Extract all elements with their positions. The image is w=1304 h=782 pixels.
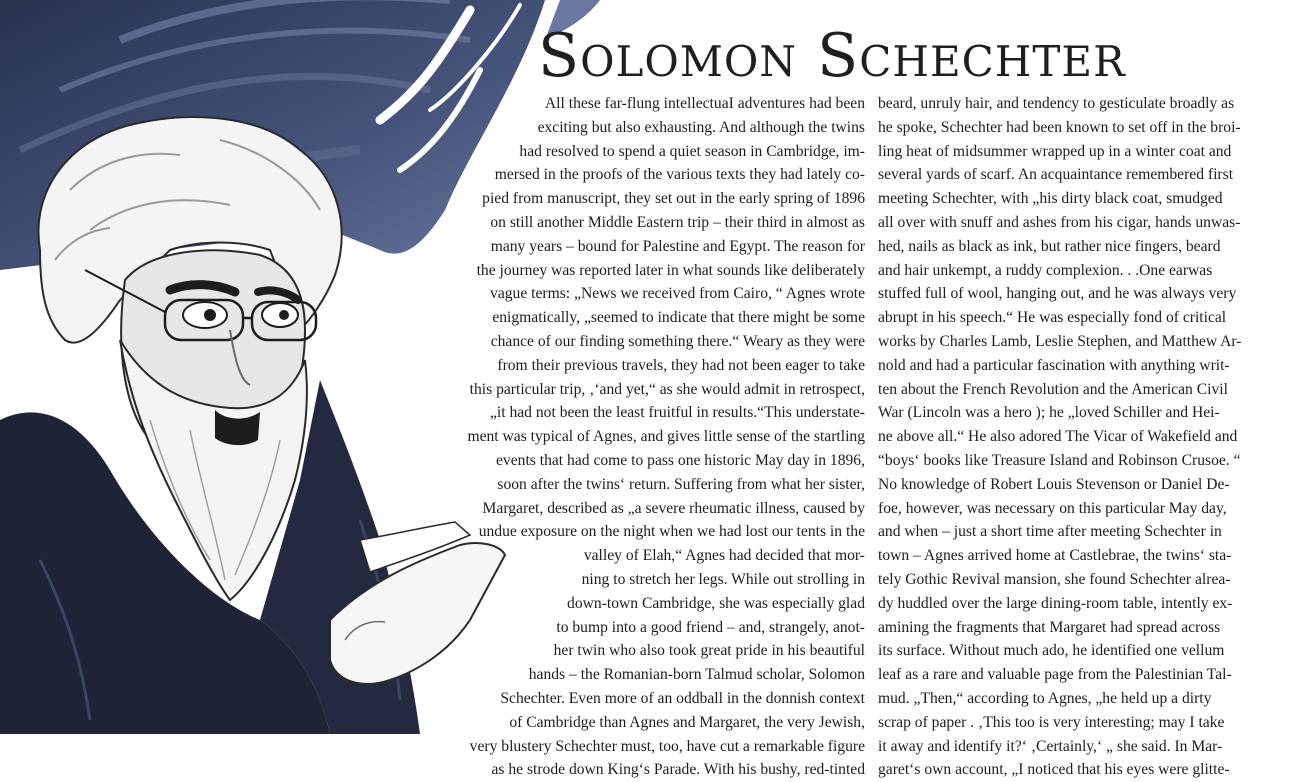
- text-line: it away and identify it?‘ ‚Certainly,‘ „ she said. In Mar-: [878, 737, 1223, 755]
- text-line: ning to stretch her legs. While out strolling in: [581, 571, 865, 588]
- text-line: its surface. Without much ado, he identified one vellum: [878, 642, 1225, 660]
- text-line: vague terms: „News we received from Cairo, “ Agnes wrote: [490, 285, 865, 303]
- text-line: meeting Schechter, with „his dirty black coat, smudged: [878, 190, 1223, 208]
- text-line: town – Agnes arrived home at Castlebrae, the twins‘ sta-: [878, 547, 1232, 565]
- text-line: from their previous travels, they had not been eager to take: [497, 356, 865, 374]
- text-line: ling heat of midsummer wrapped up in a winter coat and: [878, 142, 1232, 160]
- text-line: and hair unkempt, a ruddy complexion. . .One earwas: [878, 261, 1213, 279]
- text-line: on still another Middle Eastern trip – their third in almost as: [490, 214, 865, 231]
- text-line: Margaret, described as „a severe rheumatic illness, caused by: [482, 499, 865, 517]
- text-line: events that had come to pass one historic May day in 1896,: [496, 452, 865, 469]
- text-line: had resolved to spend a quiet season in Cambridge, im-: [519, 142, 865, 160]
- text-line: to bump into a good friend – and, strangely, anot-: [556, 618, 865, 636]
- text-line: All these far-flung intellectuaI adventures had been: [544, 95, 865, 112]
- text-line: as he strode down King‘s Parade. With his bushy, red-tinted: [491, 761, 865, 779]
- text-line: leaf as a rare and valuable page from the Palestinian Tal-: [878, 666, 1232, 684]
- text-column-left: [432, 92, 865, 779]
- text-line: soon after the twins‘ return. Suffering from what her sister,: [497, 475, 865, 493]
- text-line: down-town Cambridge, she was especially glad: [567, 594, 865, 612]
- text-line: ten about the French Revolution and the American Civil: [878, 380, 1228, 398]
- text-line: No knowledge of Robert Louis Stevenson or Daniel De-: [878, 475, 1230, 493]
- text-line: her twin who also took great pride in his beautiful: [553, 642, 865, 660]
- text-line: tely Gothic Revival mansion, she found Schechter alrea-: [878, 571, 1231, 588]
- text-line: undue exposure on the night when we had lost our tents in the: [478, 523, 865, 541]
- text-line: garet‘s own account, „I noticed that his eyes were glitte-: [878, 761, 1230, 779]
- text-line: stuffed full of wool, hanging out, and he was always very: [878, 285, 1237, 303]
- text-line: mud. „Then,“ according to Agnes, „he held up a dirty: [878, 690, 1212, 707]
- text-line: ment was typical of Agnes, and gives little sense of the startling: [467, 428, 865, 446]
- text-line: Schechter. Even more of an oddball in the donnish context: [500, 690, 865, 707]
- text-line: dy huddled over the large dining-room table, intently ex-: [878, 594, 1233, 612]
- text-line: chance of our finding something there.“ Weary as they were: [490, 333, 865, 350]
- text-line: War (Lincoln was a hero ); he „loved Schiller and Hei-: [878, 404, 1220, 422]
- text-line: hed, nails as black as ink, but rather nice fingers, beard: [878, 237, 1221, 255]
- text-line: he spoke, Schechter had been known to set off in the broi-: [878, 118, 1241, 136]
- text-line: exciting but also exhausting. And although the twins: [537, 118, 865, 136]
- text-line: this particular trip, ‚‘and yet,“ as she would admit in retrospect,: [469, 380, 865, 398]
- text-line: valley of Elah,“ Agnes had decided that mor-: [583, 547, 865, 565]
- text-line: pied from manuscript, they set out in the early spring of 1896: [482, 190, 865, 208]
- page-title: Solomon Schechter: [538, 21, 1126, 91]
- text-line: nold and had a particular fascination with anything writ-: [878, 356, 1230, 374]
- text-line: scrap of paper . ‚This too is very interesting; may I take: [878, 713, 1225, 731]
- text-line: “boys‘ books like Treasure Island and Robinson Crusoe. “: [878, 452, 1241, 469]
- text-line: foe, however, was necessary on this particular May day,: [878, 499, 1227, 517]
- text-line: amining the fragments that Margaret had spread across: [878, 618, 1221, 636]
- text-line: beard, unruly hair, and tendency to gesticulate broadly as: [878, 95, 1235, 112]
- text-line: several yards of scarf. An acquaintance remembered first: [878, 166, 1234, 184]
- text-line: abrupt in his speech.“ He was especially fond of critical: [878, 309, 1227, 327]
- text-line: mersed in the proofs of the various texts they had lately co-: [494, 166, 865, 184]
- text-line: enigmatically, „seemed to indicate that there might be some: [492, 309, 865, 327]
- text-line: very blustery Schechter must, too, have cut a remarkable figure: [469, 737, 865, 755]
- text-line: of Cambridge than Agnes and Margaret, the very Jewish,: [509, 713, 865, 731]
- text-line: the journey was reported later in what sounds like deliberately: [476, 261, 865, 279]
- text-line: all over with snuff and ashes from his cigar, hands unwas-: [878, 214, 1241, 231]
- text-line: many years – bound for Palestine and Egypt. The reason for: [490, 237, 865, 255]
- text-line: works by Charles Lamb, Leslie Stephen, and Matthew Ar-: [878, 333, 1242, 350]
- text-line: and when – just a short time after meeting Schechter in: [878, 523, 1222, 541]
- text-line: hands – the Romanian-born Talmud scholar, Solomon: [528, 666, 865, 684]
- text-line: ne above all.“ He also adored The Vicar of Wakefield and: [878, 428, 1238, 446]
- text-line: „it had not been the least fruitful in results.“This understate-: [489, 404, 865, 422]
- text-column-right: [878, 92, 1270, 779]
